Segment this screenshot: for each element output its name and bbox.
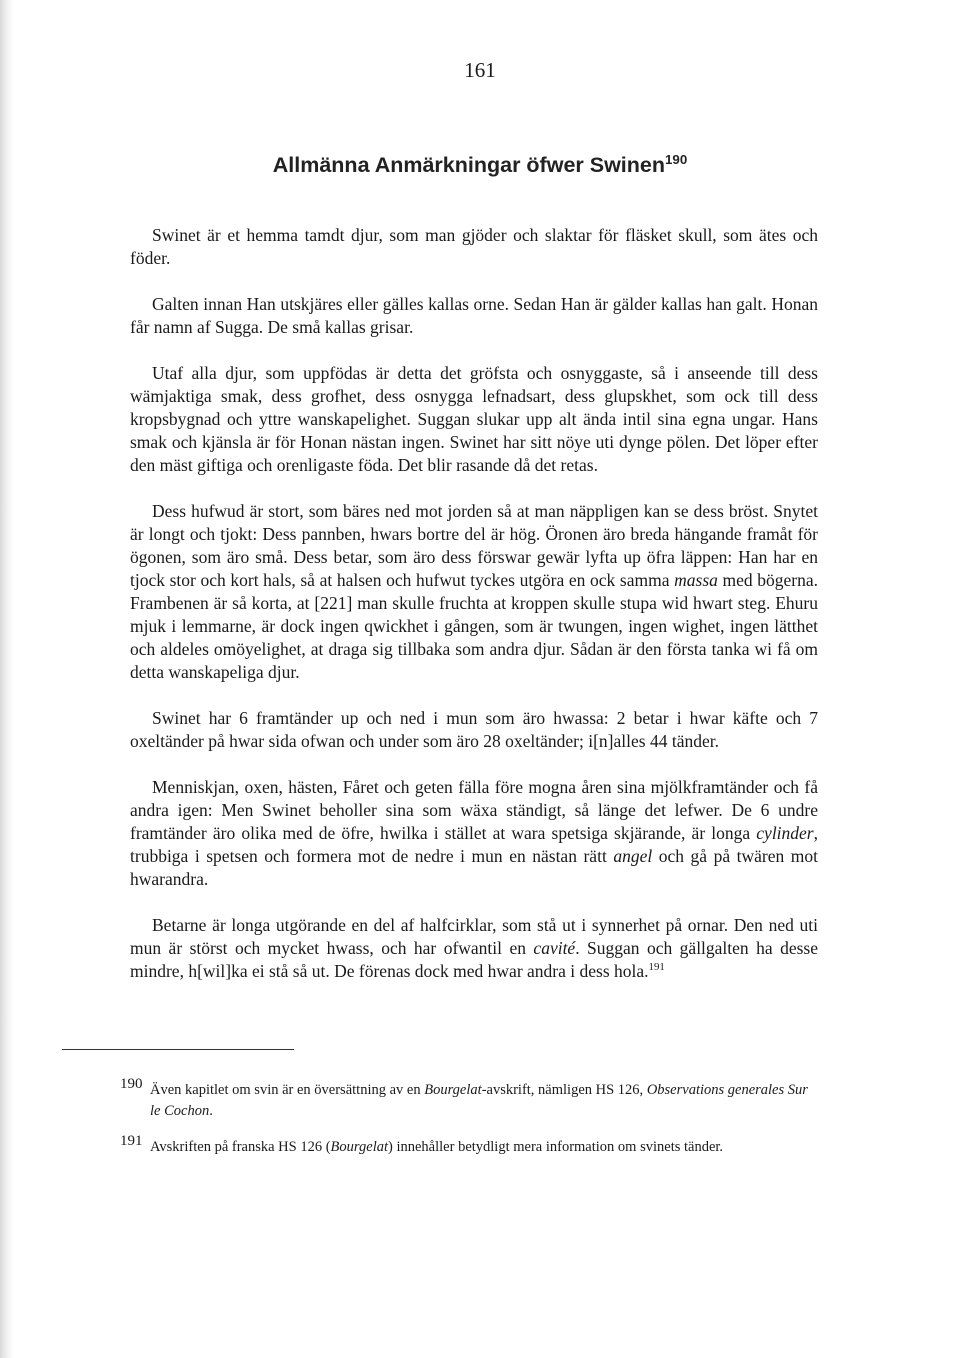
footnote-text-italic: Bourgelat — [330, 1139, 389, 1155]
footnote-text-italic: Bourgelat — [424, 1082, 482, 1098]
page-binding-shadow — [0, 0, 14, 1358]
paragraph-5: Swinet har 6 framtänder up och ned i mun som äro hwassa: 2 betar i hwar käfte och 7 oxeltänder på hwar sida ofwan och under som äro 28 oxeltänder; i[n]alles 44 tänder. — [130, 708, 818, 751]
paragraph-6-italic: cylinder — [756, 823, 814, 843]
footnote-text-part: . — [209, 1103, 213, 1119]
footnote-191 — [120, 1133, 820, 1158]
footnote-text-part: Avskriften på franska HS 126 ( — [150, 1139, 331, 1155]
footnote-separator — [62, 1049, 294, 1050]
page-number: 161 — [464, 58, 496, 82]
paragraph-3: Utaf alla djur, som uppfödas är detta det gröfsta och osnyggaste, så i anseende till dess wämjaktiga smak, dess grofhet, dess osnygga lefnadsart, dess glupskhet, som ock till dess kropsbygnad och yttre wanskapelighet. Suggan slukar upp alt ända intil sina egna ungar. Hans smak och kjänsla är för Honan nästan ingen. Swinet har sitt nöye uti dynge pölen. Det löper efter den mäst giftiga och orenligaste föda. Det blir rasande då det retas. — [130, 363, 818, 475]
footnote-number: 191 — [120, 1133, 143, 1149]
paragraph-6-italic: angel — [613, 846, 653, 866]
footnote-text-part: Även kapitlet om svin är en översättning av en — [150, 1082, 425, 1098]
paragraph-7-italic: cavité — [533, 938, 576, 958]
paragraph-7 — [130, 914, 818, 983]
footnote-text-italic: Observations generales Sur le Cochon — [150, 1082, 808, 1119]
footnote-ref-191[interactable]: 191 — [648, 961, 665, 974]
footnote-text — [150, 1080, 820, 1122]
footnote-ref-190[interactable]: 190 — [665, 151, 688, 167]
paragraph-6 — [130, 776, 818, 891]
paragraph-6-part: , trubbiga i spetsen och formera mot de nedre i mun en nästan rätt — [130, 823, 818, 866]
chapter-title-text: Allmänna Anmärkningar öfwer Swinen — [272, 153, 665, 177]
chapter-title — [0, 153, 960, 178]
paragraph-4 — [130, 500, 818, 684]
paragraph-7-part: . Suggan och gällgalten ha desse mindre, h[wil]ka ei stå så ut. De förenas dock med hwar andra i dess hola. — [130, 938, 818, 981]
paragraph-7-part: Betarne är longa utgörande en del af halfcirklar, som stå ut i synnerhet på ornar. Den ned uti mun är störst och mycket hwass, och har ofwantil en — [130, 915, 818, 958]
paragraph-1: Swinet är et hemma tamdt djur, som man gjöder och slaktar för fläsket skull, som ätes och föder. — [130, 225, 818, 268]
footnote-number: 190 — [120, 1076, 143, 1092]
footnote-190 — [120, 1076, 820, 1122]
footnote-text — [150, 1137, 820, 1158]
footnote-text-part: ) innehåller betydligt mera information om svinets tänder. — [388, 1139, 724, 1155]
body-text — [130, 224, 818, 1006]
paragraph-2: Galten innan Han utskjäres eller gälles kallas orne. Sedan Han är gälder kallas han galt. Honan får namn af Sugga. De små kallas grisar. — [130, 294, 818, 337]
paragraph-6-part: och gå på twären mot hwarandra. — [130, 846, 818, 889]
paragraph-4-italic: massa — [674, 570, 718, 590]
paragraph-6-part: Menniskjan, oxen, hästen, Fåret och geten fälla före mogna åren sina mjölkframtänder och få andra igen: Men Swinet beholler sina som wäxa ständigt, så länge det lefwer. De 6 undre framtänder äro olika med de öfre, hwilka i stället at wara spetsiga skjärande, är longa — [130, 777, 818, 843]
paragraph-4-part: med bögerna. Frambenen är så korta, at [221] man skulle fruchta at kroppen skulle stupa wid hwart steg. Ehuru mjuk i lemmarne, är dock ingen qwickhet i gången, som är twungen, ingen wighet, ingen lätthet och aldeles omöyelighet, at draga sig tillbaka som andra djur. Sådan är den första tanka wi få om detta wanskapeliga djur. — [130, 570, 818, 682]
footnote-text-part: -avskrift, nämligen HS 126, — [481, 1082, 647, 1098]
paragraph-4-part: Dess hufwud är stort, som bäres ned mot jorden så at man näppligen kan se dess bröst. Snytet är longt och tjokt: Dess pannben, hwars bortre del är hög. Öronen äro breda hängande framåt för ögonen, som äro små. Dess betar, som äro dess förswar gewär lyfta up öfra läppen: Han har en tjock stor och kort hals, så at halsen och hufwut tyckes utgöra en ock samma — [130, 501, 818, 590]
